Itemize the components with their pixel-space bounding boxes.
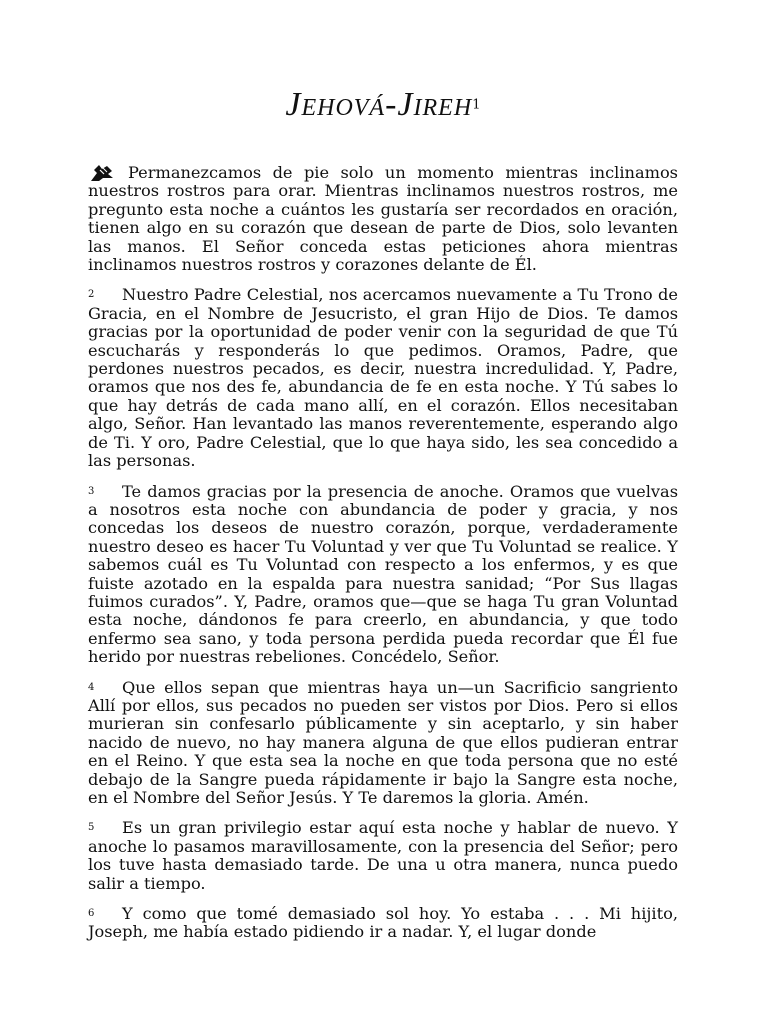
paragraph-number: 3 (88, 485, 95, 497)
paragraph-4 (88, 679, 678, 808)
paragraph-2 (88, 286, 678, 470)
paragraph-5-text: Es un gran privilegio estar aquí esta noche y hablar de nuevo. Y anoche lo pasamos maravillosamente, con la presencia del Señor; pero los tuve hasta demasiado tarde. De una u otra manera, nunca puedo salir a tiempo. (88, 818, 678, 893)
paragraph-3 (88, 483, 678, 667)
paragraph-6 (88, 905, 678, 942)
paragraph-number: 6 (88, 908, 95, 920)
title-footnote-marker: 1 (472, 97, 481, 113)
paragraph-5 (88, 819, 678, 893)
page-title: Jehová-Jireh (285, 86, 473, 123)
paragraph-number: 2 (88, 289, 95, 301)
praying-hands-icon (88, 163, 128, 181)
paragraph-number: 5 (88, 822, 95, 834)
paragraph-1 (88, 163, 678, 274)
title-row (88, 86, 678, 124)
document-page (88, 0, 678, 1024)
paragraph-1-text: Permanezcamos de pie solo un momento mientras inclinamos nuestros rostros para orar. Mientras inclinamos nuestros rostros, me pregunto esta noche a cuántos les gustaría ser recordados en oración, tienen algo en su corazón que desean de parte de Dios, solo levanten las manos. El Señor conceda estas peticiones ahora mientras inclinamos nuestros rostros y corazones delante de Él. (88, 163, 678, 275)
paragraph-6-text: Y como que tomé demasiado sol hoy. Yo estaba . . . Mi hijito, Joseph, me había estado pidiendo ir a nadar. Y, el lugar donde (88, 904, 678, 942)
paragraph-4-text: Que ellos sepan que mientras haya un—un Sacrificio sangriento Allí por ellos, sus pecados no pueden ser vistos por Dios. Pero si ellos murieran sin confesarlo públicamente y sin aceptarlo, y sin haber nacido de nuevo, no hay manera alguna de que ellos pudieran entrar en el Reino. Y que esta sea la noche en que toda persona que no esté debajo de la Sangre pueda rápidamente ir bajo la Sangre esta noche, en el Nombre del Señor Jesús. Y Te daremos la gloria. Amén. (88, 677, 678, 807)
paragraph-3-text: Te damos gracias por la presencia de anoche. Oramos que vuelvas a nosotros esta noche con abundancia de poder y gracia, y nos concedas los deseos de nuestro corazón, porque, verdaderamente nuestro deseo es hacer Tu Voluntad y ver que Tu Voluntad se realice. Y sabemos cuál es Tu Voluntad con respecto a los enfermos, y es que fuiste azotado en la espalda para nuestra sanidad; “Por Sus llagas fuimos curados”. Y, Padre, oramos que—que se haga Tu gran Voluntad esta noche, dándonos fe para creerlo, en abundancia, y que todo enfermo sea sano, y toda persona perdida pueda recordar que Él fue herido por nuestras rebeliones. Concédelo, Señor. (88, 481, 678, 667)
paragraph-2-text: Nuestro Padre Celestial, nos acercamos nuevamente a Tu Trono de Gracia, en el Nombre de Jesucristo, el gran Hijo de Dios. Te damos gracias por la oportunidad de poder venir con la seguridad de que Tú escucharás y responderás lo que pedimos. Oramos, Padre, que perdones nuestros pecados, es decir, nuestra incredulidad. Y, Padre, oramos que nos des fe, abundancia de fe en esta noche. Y Tú sabes lo que hay detrás de cada mano allí, en el corazón. Ellos necesitaban algo, Señor. Han levantado las manos reverentemente, esperando algo de Ti. Y oro, Padre Celestial, que lo que haya sido, les sea concedido a las personas. (88, 285, 678, 471)
paragraph-number: 4 (88, 681, 95, 693)
document-body (88, 163, 678, 954)
